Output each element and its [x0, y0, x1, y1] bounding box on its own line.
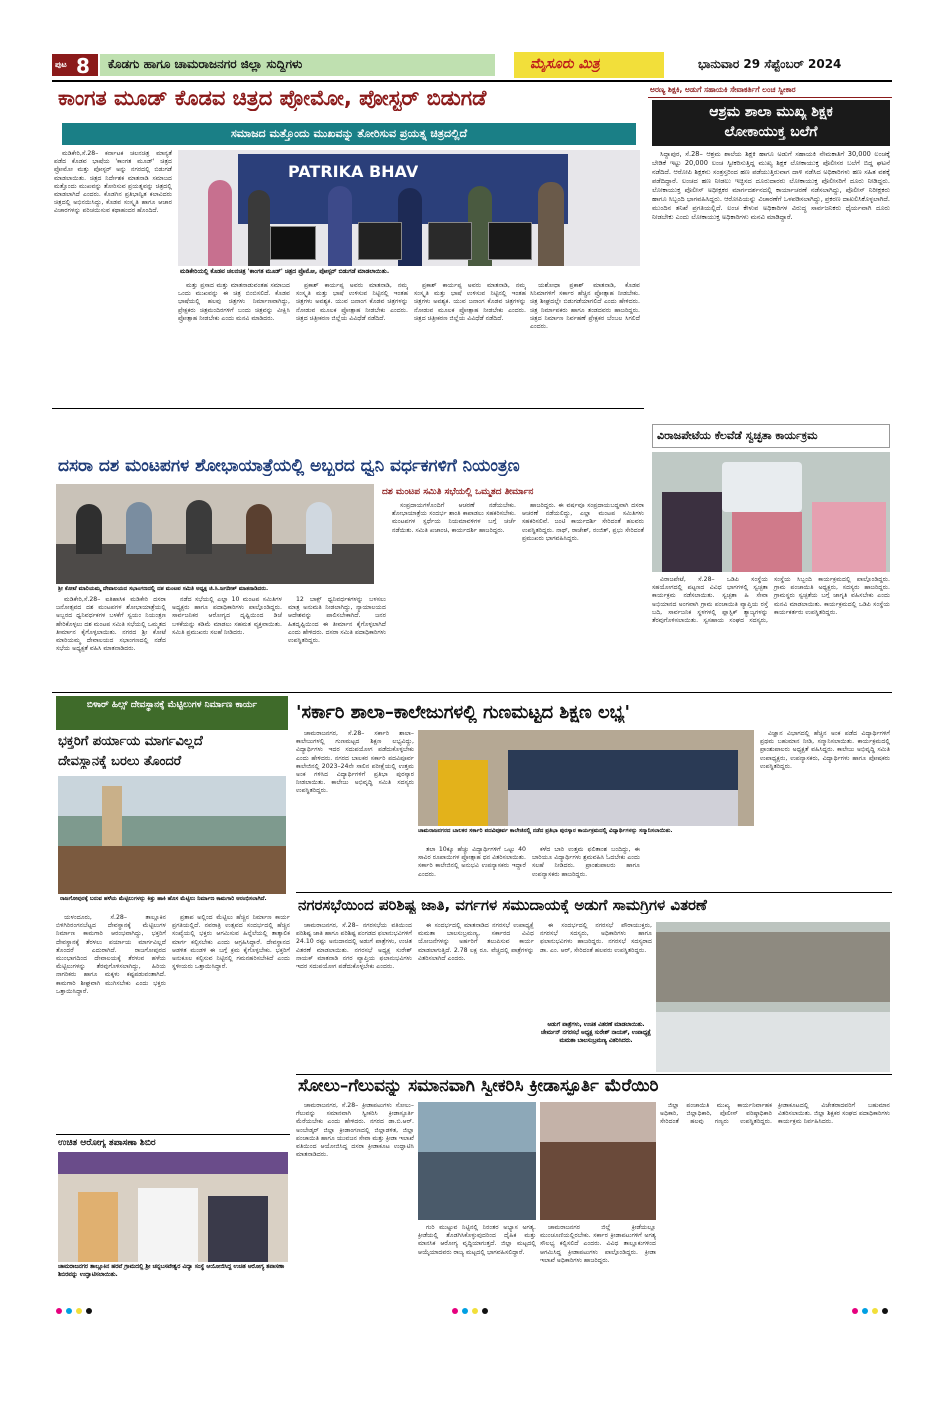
poster-2: [358, 222, 402, 260]
health-crowd-2: [138, 1188, 198, 1262]
dasara-col-1: [56, 596, 166, 688]
sports-col-1-text: ಚಾಮರಾಜನಗರ, ಸೆ.28– ಕ್ರೀಡಾಪಟುಗಳು ಸೋಲು–ಗೆಲುವನ್ನು ಸಮಾನವಾಗಿ ಸ್ವೀಕರಿಸಿ ಕ್ರೀಡಾಸ್ಫೂರ್ತಿ ಮೆರೆಯಬೇಕು ಎಂದು ಹೇಳಿದರು. ನಗರದ ಡಾ.ಬಿ.ಆರ್. ಅಂಬೇಡ್ಕರ್ ಜಿಲ್ಲಾ ಕ್ರೀಡಾಂಗಣದಲ್ಲಿ ಜಿಲ್ಲಾಡಳಿತ, ಜಿಲ್ಲಾ ಪಂಚಾಯಿತಿ ಹಾಗೂ ಯುವಜನ ಸೇವಾ ಮತ್ತು ಕ್ರೀಡಾ ಇಲಾಖೆ ವತಿಯಿಂದ ಆಯೋಜಿಸಿದ್ದ ದಸರಾ ಕ್ರೀಡಾಕೂಟ ಉದ್ಘಾಟಿಸಿ ಮಾತನಾಡಿದರು.: [296, 1102, 414, 1159]
masthead-tab: [514, 52, 664, 78]
ashrama-headline-2: ಲೋಕಾಯುಕ್ತ ಬಲೆಗೆ: [724, 124, 818, 140]
sports-col-2-text: ಗುರಿ ಮುಟ್ಟುವ ನಿಟ್ಟಿನಲ್ಲಿ ನಿರಂತರ ಅಭ್ಯಾಸ ಅಗತ್ಯ. ಕ್ರೀಡೆಯಲ್ಲಿ ತೊಡಗಿಸಿಕೊಳ್ಳುವುದರಿಂದ ದೈಹಿಕ ಮತ್ತು ಮಾನಸಿಕ ಆರೋಗ್ಯ ವೃದ್ಧಿಯಾಗುತ್ತದೆ. ಜಿಲ್ಲಾ ಮಟ್ಟದಲ್ಲಿ ಆಯ್ಕೆಯಾದವರು ರಾಜ್ಯ ಮಟ್ಟದಲ್ಲಿ ಭಾಗವಹಿಸಲಿದ್ದಾರೆ.: [418, 1224, 536, 1256]
virajpet-group-1: [662, 492, 722, 572]
masthead: ಮೈಸೂರು ಮಿತ್ರ: [530, 56, 600, 72]
dot: [452, 1308, 458, 1314]
dasara-p3: [186, 500, 212, 554]
school-col-2-text: ತಲಾ 10ಕ್ಕೂ ಹೆಚ್ಚು ವಿದ್ಯಾರ್ಥಿಗಳಿಗೆ ಒಟ್ಟು 40 ಸಾವಿರ ರೂಪಾಯಿಗಳ ಪ್ರೋತ್ಸಾಹ ಧನ ವಿತರಿಸಲಾಯಿತು. ಸರ್ಕಾರಿ ಕಾಲೇಜಿನಲ್ಲಿ ಅನುಭವಿ ಉಪನ್ಯಾಸಕರು ಇದ್ದಾರೆ ಎಂದರು.: [418, 846, 526, 878]
dot: [482, 1308, 488, 1314]
bilar-sky: [58, 776, 286, 816]
virajpet-photo: [652, 452, 890, 572]
dasara-col-5-text: ಹಾಜರಿದ್ದರು. ಈ ವರ್ಷವೂ ಸಂಪ್ರದಾಯಬದ್ಧವಾಗಿ ದಸರಾ ಆಚರಣೆ ನಡೆಯಲಿದ್ದು, ಎಲ್ಲಾ ಮಂಟಪ ಸಮಿತಿಗಳು ಸಹಕರಿಸಲಿವೆ. ಜಂಟಿ ಕಾರ್ಯದರ್ಶಿ ಸೇರಿದಂತೆ ಹಲವರು ಉಪಸ್ಥಿತರಿದ್ದರು. ನಾಥ್, ರಾಜೇಶ್, ರಂಜಿತ್, ಪ್ರಭು ಸೇರಿದಂತೆ ಪ್ರಮುಖರು ಭಾಗವಹಿಸಿದ್ದರು.: [522, 502, 644, 542]
health-caption: ಚಾಮರಾಜನಗರ ತಾಲ್ಲೂಕಿನ ಹರವೆ ಗ್ರಾಮದಲ್ಲಿ ಶ್ರೀ ಚನ್ನಬಸವೇಶ್ವರ ವಿದ್ಯಾ ಸಂಸ್ಥೆ ಆಯೋಜಿಸಿದ್ದ ಉಚಿತ ಆರೋಗ್ಯ ತಪಾಸಣಾ ಶಿಬಿರವನ್ನು ಉದ್ಘಾಟಿಸಲಾಯಿತು.: [58, 1264, 285, 1278]
film-body-col-3: [296, 282, 408, 402]
film-photo-caption: ಮಡಿಕೇರಿಯಲ್ಲಿ ಕೊಡವ ಚಲನಚಿತ್ರ 'ಕಾಂಗತ ಮೂಡ್' ಚಿತ್ರದ ಪ್ರೊಮೋ, ಪೋಸ್ಟರ್ ಬಿಡುಗಡೆ ಮಾಡಲಾಯಿತು.: [180, 268, 390, 275]
sports-col-4: [660, 1102, 890, 1302]
virajpet-group-2: [732, 512, 802, 572]
page-number-box: [52, 54, 98, 76]
school-col-3-text: ಕಳೆದ ಬಾರಿ ಉತ್ತಮ ಫಲಿತಾಂಶ ಬಂದಿದ್ದು, ಈ ಬಾರಿಯೂ ವಿದ್ಯಾರ್ಥಿಗಳು ಶ್ರಮವಹಿಸಿ ಓದಬೇಕು ಎಂದು ಸಲಹೆ ನೀಡಿದರು. ಪ್ರಾಂಶುಪಾಲರು ಹಾಗೂ ಉಪನ್ಯಾಸಕರು ಹಾಜರಿದ್ದರು.: [532, 846, 640, 878]
dasara-col-2: [172, 596, 282, 688]
page-header: [52, 52, 892, 78]
mid-rule-3: [296, 1074, 892, 1075]
person-3: [328, 186, 352, 266]
dot: [872, 1308, 878, 1314]
film-photo: [178, 150, 640, 266]
dot: [86, 1308, 92, 1314]
sports-photo-1: [418, 1102, 536, 1220]
film-col-3-text: ಪ್ರಕಾಶ್ ಕಾರ್ಯಪ್ಪ ಅವರು ಮಾತನಾಡಿ, ನಮ್ಮ ಸಂಸ್ಕೃತಿ ಮತ್ತು ಭಾಷೆ ಉಳಿಸುವ ನಿಟ್ಟಿನಲ್ಲಿ ಇಂತಹ ಚಿತ್ರಗಳು ಅವಶ್ಯಕ. ಯುವ ಜನಾಂಗ ಕೊಡವ ಚಿತ್ರಗಳನ್ನು ನೋಡುವ ಮೂಲಕ ಪ್ರೋತ್ಸಾಹ ನೀಡಬೇಕು ಎಂದರು. ಚಿತ್ರದ ಚಿತ್ರೀಕರಣ ಜಿಲ್ಲೆಯ ವಿವಿಧೆಡೆ ನಡೆದಿದೆ.: [296, 282, 408, 322]
film-col-4-text: ಯಶೋಧಾ ಪ್ರಕಾಶ್ ಮಾತನಾಡಿ, ಕೊಡವ ಸಿನಿಮಾಗಳಿಗೆ ಸರ್ಕಾರ ಹೆಚ್ಚಿನ ಪ್ರೋತ್ಸಾಹ ನೀಡಬೇಕು. ಚಿತ್ರ ಶೀಘ್ರದಲ್ಲೇ ಬಿಡುಗಡೆಯಾಗಲಿದೆ ಎಂದು ಹೇಳಿದರು. ಚಿತ್ರ ನಿರ್ಮಾಪಕರು ಹಾಗೂ ತಂಡದವರು ಹಾಜರಿದ್ದರು. ಚಿತ್ರದ ನಿರ್ಮಾಣ ನಿರ್ವಹಣೆ ಪ್ರೇಕ್ಷಕರ ಬೆಂಬಲ ಸಿಗಲಿದೆ ಎಂದರು.: [530, 282, 640, 331]
dasara-top-rule: [52, 408, 644, 409]
dasara-col-1-text: ಮಡಿಕೇರಿ,ಸೆ.28– ಐತಿಹಾಸಿಕ ಮಡಿಕೇರಿ ದಸರಾ ಜನೋತ್ಸವದ ದಶ ಮಂಟಪಗಳ ಶೋಭಾಯಾತ್ರೆಯಲ್ಲಿ ಅಬ್ಬರದ ಧ್ವನಿವರ್ಧಕಗಳ ಬಳಕೆಗೆ ಸ್ವಯಂ ನಿಯಂತ್ರಣ ಹೇರಿಕೊಳ್ಳಲು ದಶ ಮಂಟಪ ಸಮಿತಿ ಸಭೆಯಲ್ಲಿ ಒಮ್ಮತದ ತೀರ್ಮಾನ ಕೈಗೊಳ್ಳಲಾಯಿತು. ನಗರದ ಶ್ರೀ ಕೋಟೆ ಮಾರಿಯಮ್ಮ ದೇವಾಲಯದ ಸಭಾಂಗಣದಲ್ಲಿ ನಡೆದ ಸಭೆಯ ಅಧ್ಯಕ್ಷತೆ ವಹಿಸಿ ಮಾತನಾಡಿದರು.: [56, 596, 166, 653]
mid-rule-1: [52, 692, 892, 693]
film-body-col-4: [414, 282, 526, 402]
ashrama-body: [652, 150, 890, 420]
sports-photo-2-people: [540, 1142, 656, 1220]
dot: [882, 1308, 888, 1314]
school-col-4: [760, 730, 890, 890]
sports-photo-2: [540, 1102, 656, 1220]
dot: [472, 1308, 478, 1314]
ashrama-headline-1: ಆಶ್ರಮ ಶಾಲಾ ಮುಖ್ಯ ಶಿಕ್ಷಕ: [709, 104, 833, 120]
page-number: 8: [76, 54, 90, 78]
nagarasabhe-caption: ಅಡುಗೆ ಪಾತ್ರೆಗಳು, ಉಚಿತ ವಿತರಣೆ ಮಾಡಲಾಯಿತು. ಚೇರ್ಮನ್‌ ನಗರಸಭೆ ಅಧ್ಯಕ್ಷ ಸುರೇಶ್ ನಾಯಕ್, ಉಪಾಧ್ಯಕ್ಷೆ ಮಮತಾ ಬಾಲಸುಬ್ರಮಣ್ಯ ವಿತರಿಸಿದರು.: [540, 1022, 652, 1044]
school-caption: ಚಾಮರಾಜನಗರದ ಬಾಲಕರ ಸರ್ಕಾರಿ ಪದವಿಪೂರ್ವ ಕಾಲೇಜಿನಲ್ಲಿ ನಡೆದ ಪ್ರತಿಭಾ ಪುರಸ್ಕಾರ ಕಾರ್ಯಕ್ರಮದಲ್ಲಿ ವಿದ್ಯಾರ್ಥಿಗಳನ್ನು ಸನ್ಮಾನಿಸಲಾಯಿತು.: [418, 828, 673, 834]
section-tab: [100, 54, 495, 76]
film-body-col-1: [54, 150, 172, 402]
nagarasabhe-col-2: [418, 922, 534, 1072]
school-col-4-text: ವಿಜ್ಞಾನ ವಿಭಾಗದಲ್ಲಿ ಹೆಚ್ಚಿನ ಅಂಕ ಪಡೆದ ವಿದ್ಯಾರ್ಥಿಗಳಿಗೆ ಪ್ರಥಮ ಬಹುಮಾನ ನೀಡಿ, ಸನ್ಮಾನಿಸಲಾಯಿತು. ಕಾರ್ಯಕ್ರಮದಲ್ಲಿ ಪ್ರಾಂಶುಪಾಲರು ಅಧ್ಯಕ್ಷತೆ ವಹಿಸಿದ್ದರು. ಕಾಲೇಜು ಅಭಿವೃದ್ಧಿ ಸಮಿತಿ ಉಪಾಧ್ಯಕ್ಷರು, ಉಪನ್ಯಾಸಕರು, ವಿದ್ಯಾರ್ಥಿಗಳು ಹಾಗೂ ಪೋಷಕರು ಉಪಸ್ಥಿತರಿದ್ದರು.: [760, 730, 890, 770]
nagarasabhe-headline: ನಗರಸಭೆಯಿಂದ ಪರಿಶಿಷ್ಟ ಜಾತಿ, ವರ್ಗಗಳ ಸಮುದಾಯಕ್ಕೆ ಅಡುಗೆ ಸಾಮಗ್ರಿಗಳ ವಿತರಣೆ: [298, 896, 707, 914]
virajpet-body: [652, 576, 890, 688]
bilar-body-2: [172, 914, 290, 1132]
bilar-body-1: [56, 914, 166, 1132]
dasara-p2: [126, 502, 152, 554]
dot: [66, 1308, 72, 1314]
section-title: ಕೊಡಗು ಹಾಗೂ ಚಾಮರಾಜನಗರ ಜಿಲ್ಲಾ ಸುದ್ದಿಗಳು: [108, 57, 303, 71]
film-col-2-text: ಮತ್ತು ಪ್ರಸಾದ ಮತ್ತು ಮಾತನಾಡುವಂತಹ ಸಮಾಜದ ಒಂದು ಮುಖವನ್ನು ಈ ಚಿತ್ರ ಬಿಂಬಿಸಲಿದೆ. ಕೊಡವ ಭಾಷೆಯಲ್ಲಿ ಹಲವು ಚಿತ್ರಗಳು ನಿರ್ಮಾಣವಾಗಿದ್ದು, ಪ್ರೇಕ್ಷಕರು ಚಿತ್ರಮಂದಿರಗಳಿಗೆ ಬಂದು ಚಿತ್ರವನ್ನು ವೀಕ್ಷಿಸಿ ಪ್ರೋತ್ಸಾಹ ನೀಡಬೇಕು ಎಂದು ಮನವಿ ಮಾಡಿದರು.: [178, 282, 290, 322]
nagarasabhe-photo: [656, 922, 890, 1072]
film-body-col-6: [530, 282, 640, 402]
health-headline: ಉಚಿತ ಆರೋಗ್ಯ ತಪಾಸಣಾ ಶಿಬಿರ: [58, 1138, 156, 1148]
poster-4: [488, 222, 532, 260]
bilar-body-1-text: ಯಳಂದೂರು, ಸೆ.28– ತಾಲ್ಲೂಕಿನ ಬಿಳಿಗಿರಿರಂಗನಬೆಟ್ಟದ ದೇವಸ್ಥಾನಕ್ಕೆ ಮೆಟ್ಟಿಲುಗಳ ನಿರ್ಮಾಣ ಕಾಮಗಾರಿ ಆರಂಭವಾಗಿದ್ದು, ಭಕ್ತರಿಗೆ ದೇವಸ್ಥಾನಕ್ಕೆ ತೆರಳಲು ಪರ್ಯಾಯ ಮಾರ್ಗವಿಲ್ಲದೆ ತೊಂದರೆ ಎದುರಾಗಿದೆ. ರಾಜಗೋಪುರದ ಮುಂಭಾಗದಿಂದ ದೇವಾಲಯಕ್ಕೆ ತೆರಳುವ ಹಳೆಯ ಮೆಟ್ಟಿಲುಗಳನ್ನು ತೆರವುಗೊಳಿಸಲಾಗಿದ್ದು, ಹಿರಿಯ ನಾಗರಿಕರು ಹಾಗೂ ಮಕ್ಕಳು ಕಷ್ಟಪಡುವಂತಾಗಿದೆ. ಕಾಮಗಾರಿ ಶೀಘ್ರವಾಗಿ ಮುಗಿಸಬೇಕು ಎಂದು ಭಕ್ತರು ಒತ್ತಾಯಿಸಿದ್ದಾರೆ.: [56, 914, 166, 995]
dasara-subheadline: ದಶ ಮಂಟಪ ಸಮಿತಿ ಸಭೆಯಲ್ಲಿ ಒಮ್ಮತದ ತೀರ್ಮಾನ: [382, 487, 534, 497]
virajpet-group-3: [812, 502, 886, 572]
nagarasabhe-col-2-text: ಈ ಸಂದರ್ಭದಲ್ಲಿ ಮಾತನಾಡಿದ ನಗರಸಭೆ ಉಪಾಧ್ಯಕ್ಷೆ ಮಮತಾ ಬಾಲಸುಬ್ರಮಣ್ಯ, ಸರ್ಕಾರದ ವಿವಿಧ ಯೋಜನೆಗಳನ್ನು ಅರ್ಹರಿಗೆ ತಲುಪಿಸುವ ಕಾರ್ಯ ಮಾಡಲಾಗುತ್ತಿದೆ. 2.78 ಲಕ್ಷ ರೂ. ವೆಚ್ಚದಲ್ಲಿ ಪಾತ್ರೆಗಳನ್ನು ವಿತರಿಸಲಾಗಿದೆ ಎಂದರು.: [418, 922, 534, 962]
sports-col-2: [418, 1224, 536, 1302]
school-col-3: [532, 846, 640, 890]
dasara-subheadline-box: [380, 486, 644, 500]
dasara-col-5: [522, 502, 644, 688]
dasara-p5: [306, 502, 332, 554]
school-podium: [438, 760, 488, 826]
film-col-3b-text: ಪ್ರಕಾಶ್ ಕಾರ್ಯಪ್ಪ ಅವರು ಮಾತನಾಡಿ, ನಮ್ಮ ಸಂಸ್ಕೃತಿ ಮತ್ತು ಭಾಷೆ ಉಳಿಸುವ ನಿಟ್ಟಿನಲ್ಲಿ ಇಂತಹ ಚಿತ್ರಗಳು ಅವಶ್ಯಕ. ಯುವ ಜನಾಂಗ ಕೊಡವ ಚಿತ್ರಗಳನ್ನು ನೋಡುವ ಮೂಲಕ ಪ್ರೋತ್ಸಾಹ ನೀಡಬೇಕು ಎಂದರು. ಚಿತ್ರದ ಚಿತ್ರೀಕರಣ ಜಿಲ್ಲೆಯ ವಿವಿಧೆಡೆ ನಡೆದಿದೆ.: [414, 282, 526, 322]
sports-col-3: [540, 1224, 656, 1302]
bilar-headline-2: ದೇವಸ್ಥಾನಕ್ಕೆ ಬರಲು ತೊಂದರೆ: [58, 754, 182, 769]
dot: [462, 1308, 468, 1314]
nagarasabhe-pots: [656, 1012, 890, 1072]
film-body-col-2: [178, 282, 290, 402]
bilar-soil: [58, 846, 286, 894]
dasara-caption: ಶ್ರೀ ಕೋಟೆ ಮಾರಿಯಮ್ಮ ದೇವಾಲಯದ ಸಭಾಂಗಣದಲ್ಲಿ ದಶ ಮಂಟಪ ಸಮಿತಿ ಅಧ್ಯಕ್ಷ ಜಿ.ಸಿ.ಜಗದೀಶ್ ಮಾತನಾಡಿದರು.: [58, 586, 269, 592]
sports-photo-1-people: [418, 1152, 536, 1220]
dasara-headline: ದಸರಾ ದಶ ಮಂಟಪಗಳ ಶೋಭಾಯಾತ್ರೆಯಲ್ಲಿ ಅಬ್ಬರದ ಧ್ವನಿ ವರ್ಧಕಗಳಿಗೆ ನಿಯಂತ್ರಣ: [58, 456, 520, 476]
dasara-col-3-text: 12 ಬಾಕ್ಸ್ ಧ್ವನಿವರ್ಧಕಗಳನ್ನು ಬಳಸಲು ಮಾತ್ರ ಅನುಮತಿ ನೀಡಲಾಗಿದ್ದು, ನ್ಯಾಯಾಲಯದ ಆದೇಶವನ್ನು ಪಾಲಿಸಬೇಕಾಗಿದೆ. ಜನರ ಹಿತದೃಷ್ಟಿಯಿಂದ ಈ ತೀರ್ಮಾನ ಕೈಗೊಳ್ಳಲಾಗಿದೆ ಎಂದು ಹೇಳಿದರು. ದಸರಾ ಸಮಿತಿ ಪದಾಧಿಕಾರಿಗಳು ಉಪಸ್ಥಿತರಿದ್ದರು.: [288, 596, 386, 645]
virajpet-body-text: ವಿರಾಜಪೇಟೆ, ಸೆ.28– ಒಡಿಪಿ ಸಂಸ್ಥೆಯ ಸಹಯೋಗದಲ್ಲಿ ಪಟ್ಟಣದ ವಿವಿಧ ಭಾಗಗಳಲ್ಲಿ ಸ್ವಚ್ಛತಾ ಕಾರ್ಯಕ್ರಮ ನಡೆಸಲಾಯಿತು. ಸ್ವಚ್ಛತಾ ಹಿ ಸೇವಾ ಅಭಿಯಾನದ ಅಂಗವಾಗಿ ಗ್ರಾಮ ಪಂಚಾಯಿತಿ ವ್ಯಾಪ್ತಿಯ ರಸ್ತೆ ಬದಿ, ಸಾರ್ವಜನಿಕ ಸ್ಥಳಗಳಲ್ಲಿ ಪ್ಲಾಸ್ಟಿಕ್ ತ್ಯಾಜ್ಯಗಳನ್ನು ತೆರವುಗೊಳಿಸಲಾಯಿತು. ಸ್ವಸಹಾಯ ಸಂಘದ ಸದಸ್ಯರು, ಸಂಸ್ಥೆಯ ಸಿಬ್ಬಂದಿ ಕಾರ್ಯಕ್ರಮದಲ್ಲಿ ಪಾಲ್ಗೊಂಡಿದ್ದರು. ಗ್ರಾಮ ಪಂಚಾಯಿತಿ ಅಧ್ಯಕ್ಷರು, ಸದಸ್ಯರು ಹಾಜರಿದ್ದರು. ಗ್ರಾಮಸ್ಥರು ಸ್ವಚ್ಛತೆಯ ಬಗ್ಗೆ ಜಾಗೃತಿ ವಹಿಸಬೇಕು ಎಂದು ಮನವಿ ಮಾಡಲಾಯಿತು. ಕಾರ್ಯಕ್ರಮದಲ್ಲಿ ಒಡಿಪಿ ಸಂಸ್ಥೆಯ ಕಾರ್ಯಕರ್ತರು ಉಪಸ್ಥಿತರಿದ್ದರು.: [652, 576, 890, 625]
nagarasabhe-people: [656, 932, 890, 1002]
nagarasabhe-col-1: [296, 922, 412, 1072]
dasara-photo: [56, 484, 374, 584]
health-crowd-3: [208, 1196, 268, 1262]
ashrama-kicker: ಅರಣ್ಯ ಶಿಕ್ಷಕಿ, ಅಡುಗೆ ಸಹಾಯಕಿ ಸೇವಾಕರ್ತಿಗೆ ಲಂಚ ಸ್ವೀಕಾರ: [650, 85, 796, 94]
nagarasabhe-col-3: [540, 922, 652, 1020]
ashrama-headline-box: [652, 100, 890, 146]
bilar-body-2-text: ಪ್ರತಾಪ ಅಲ್ಲಿಂದ ಮೆಟ್ಟಿಲು ಹೆಚ್ಚಿನ ನಿರ್ಮಾಣ ಕಾರ್ಯ ಪ್ರಗತಿಯಲ್ಲಿದೆ. ನವರಾತ್ರಿ ಉತ್ಸವದ ಸಂದರ್ಭದಲ್ಲಿ ಹೆಚ್ಚಿನ ಸಂಖ್ಯೆಯಲ್ಲಿ ಭಕ್ತರು ಆಗಮಿಸುವ ಹಿನ್ನೆಲೆಯಲ್ಲಿ ತಾತ್ಕಾಲಿಕ ಮಾರ್ಗ ಕಲ್ಪಿಸಬೇಕು ಎಂದು ಆಗ್ರಹಿಸಿದ್ದಾರೆ. ದೇವಸ್ಥಾನದ ಆಡಳಿತ ಮಂಡಳಿ ಈ ಬಗ್ಗೆ ಕ್ರಮ ಕೈಗೊಳ್ಳಬೇಕು. ಭಕ್ತರಿಗೆ ಅನುಕೂಲ ಕಲ್ಪಿಸುವ ನಿಟ್ಟಿನಲ್ಲಿ ಗಮನಹರಿಸಬೇಕಿದೆ ಎಂದು ಸ್ಥಳೀಯರು ಒತ್ತಾಯಿಸಿದ್ದಾರೆ.: [172, 914, 290, 971]
ashrama-kicker-box: [648, 84, 892, 98]
dot: [56, 1308, 62, 1314]
health-photo: [58, 1152, 288, 1262]
person-2: [248, 190, 270, 266]
poster-3: [428, 222, 472, 260]
bilar-kicker-box: [56, 696, 288, 730]
school-headline: 'ಸರ್ಕಾರಿ ಶಾಲಾ–ಕಾಲೇಜುಗಳಲ್ಲಿ ಗುಣಮಟ್ಟದ ಶಿಕ್ಷಣ ಲಭ್ಯ': [296, 702, 630, 723]
person-1: [208, 180, 232, 266]
film-col-1-text: ಮಡಿಕೇರಿ,ಸೆ.28– ಕರ್ನಾಟಕ ಚಲನಚಿತ್ರ ಮಾನ್ಯತೆ ಪಡೆದ ಕೊಡವ ಭಾಷೆಯ 'ಕಾಂಗತ ಮೂಡ್' ಚಿತ್ರದ ಪ್ರೋಮೋ ಮತ್ತು ಪೋಸ್ಟರ್ ಅನ್ನು ನಗರದಲ್ಲಿ ಬಿಡುಗಡೆ ಮಾಡಲಾಯಿತು. ಚಿತ್ರದ ನಿರ್ದೇಶಕ ಮಾತನಾಡಿ ಸಮಾಜದ ಮತ್ತೊಂದು ಮುಖವನ್ನು ತೋರಿಸುವ ಪ್ರಯತ್ನವನ್ನು ಚಿತ್ರದಲ್ಲಿ ಮಾಡಲಾಗಿದೆ ಎಂದರು. ಕೊಡಗಿನ ಪ್ರತಿಭಾನ್ವಿತ ಕಲಾವಿದರು ಚಿತ್ರದಲ್ಲಿ ಅಭಿನಯಿಸಿದ್ದು, ಕೊಡವ ಸಂಸ್ಕೃತಿ ಹಾಗೂ ಆಚಾರ ವಿಚಾರಗಳನ್ನು ಪರಿಚಯಿಸುವ ಕಥಾಹಂದರ ಹೊಂದಿದೆ.: [54, 150, 172, 215]
dasara-col-4-text: ಸಂಪ್ರದಾಯಗಳೊಂದಿಗೆ ಆಚರಣೆ ನಡೆಯಬೇಕು. ಶೋಭಾಯಾತ್ರೆಯ ಸಂದರ್ಭ ಶಾಂತಿ ಕಾಪಾಡಲು ಸಹಕರಿಸಬೇಕು. ಮಂಟಪಗಳ ಸ್ಪರ್ಧೆಯ ನಿಯಮಾವಳಿಗಳ ಬಗ್ಗೆ ಚರ್ಚೆ ನಡೆಯಿತು. ಸಮಿತಿ ಖಜಾಂಚಿ, ಕಾರ್ಯದರ್ಶಿ ಹಾಜರಿದ್ದರು.: [392, 502, 516, 534]
film-banner-text: PATRIKA BHAV: [288, 162, 419, 181]
bilar-headline-1: ಭಕ್ತರಿಗೆ ಪರ್ಯಾಯ ಮಾರ್ಗವಿಲ್ಲದೆ: [58, 734, 203, 749]
film-subheadline-box: [62, 123, 636, 145]
school-col-1-text: ಚಾಮರಾಜನಗರ, ಸೆ.28– ಸರ್ಕಾರಿ ಶಾಲಾ–ಕಾಲೇಜುಗಳಲ್ಲಿ ಗುಣಮಟ್ಟದ ಶಿಕ್ಷಣ ಲಭ್ಯವಿದ್ದು, ವಿದ್ಯಾರ್ಥಿಗಳು ಇದರ ಸದುಪಯೋಗ ಪಡೆದುಕೊಳ್ಳಬೇಕು ಎಂದು ಹೇಳಿದರು. ನಗರದ ಬಾಲಕರ ಸರ್ಕಾರಿ ಪದವಿಪೂರ್ವ ಕಾಲೇಜಿನಲ್ಲಿ 2023–24ನೇ ಸಾಲಿನ ಪರೀಕ್ಷೆಯಲ್ಲಿ ಉತ್ತಮ ಅಂಕ ಗಳಿಸಿದ ವಿದ್ಯಾರ್ಥಿಗಳಿಗೆ ಪ್ರತಿಭಾ ಪುರಸ್ಕಾರ ನೀಡಲಾಯಿತು. ಕಾಲೇಜು ಅಭಿವೃದ್ಧಿ ಸಮಿತಿ ಸದಸ್ಯರು ಉಪಸ್ಥಿತರಿದ್ದರು.: [296, 730, 414, 795]
dasara-p4: [246, 504, 272, 554]
page-label: ಪುಟ: [55, 60, 67, 69]
header-rule: [52, 80, 892, 82]
bilar-photo: [58, 776, 286, 894]
bilar-caption: ರಾಜಗೋಪುರಕ್ಕೆ ಬರುವ ಹಳೆಯ ಮೆಟ್ಟಿಲುಗಳನ್ನು ಕಿತ್ತು ಹಾಕಿ ಹೊಸ ಮೆಟ್ಟಿಲು ನಿರ್ಮಾಣ ಕಾಮಗಾರಿ ಆರಂಭಿಸಲಾಗಿದೆ.: [60, 896, 267, 902]
dasara-col-2-text: ನಡೆದ ಸಭೆಯಲ್ಲಿ ಎಲ್ಲಾ 10 ಮಂಟಪ ಸಮಿತಿಗಳ ಅಧ್ಯಕ್ಷರು ಹಾಗೂ ಪದಾಧಿಕಾರಿಗಳು ಪಾಲ್ಗೊಂಡಿದ್ದರು. ಸಾರ್ವಜನಿಕರ ಆರೋಗ್ಯದ ದೃಷ್ಟಿಯಿಂದ ಡಿಜೆ ಬಳಕೆಯನ್ನು ಕಡಿಮೆ ಮಾಡಲು ಸಹಮತ ವ್ಯಕ್ತವಾಯಿತು. ಸಮಿತಿ ಪ್ರಮುಖರು ಸಲಹೆ ನೀಡಿದರು.: [172, 596, 282, 636]
bilar-tower: [102, 786, 122, 846]
ashrama-body-text: ಸಿದ್ದಾಪುರ, ಸೆ.28– ಆಶ್ರಮ ಶಾಲೆಯ ಶಿಕ್ಷಕಿ ಹಾಗೂ ಅಡುಗೆ ಸಹಾಯಕಿ ನೇಮಕಾತಿಗೆ 30,000 ಲಂಚಕ್ಕೆ ಬೇಡಿಕೆ ಇಟ್ಟು 20,000 ಲಂಚ ಸ್ವೀಕರಿಸುತ್ತಿದ್ದ ಮುಖ್ಯ ಶಿಕ್ಷಕ ಲೋಕಾಯುಕ್ತ ಪೊಲೀಸರ ಬಲೆಗೆ ಬಿದ್ದ ಘಟನೆ ನಡೆದಿದೆ. ಆರೋಪಿ ಶಿಕ್ಷಕನು ಸಂತ್ರಸ್ತರಿಂದ ಹಣ ಪಡೆಯುತ್ತಿರುವಾಗ ದಾಳಿ ನಡೆಸಿದ ಅಧಿಕಾರಿಗಳು ಹಣ ಸಹಿತ ವಶಕ್ಕೆ ಪಡೆದಿದ್ದಾರೆ. ಲಂಚದ ಹಣ ನೀಡಲು ಇಚ್ಛಿಸದ ದೂರುದಾರರು ಲೋಕಾಯುಕ್ತ ಪೊಲೀಸರಿಗೆ ದೂರು ನೀಡಿದ್ದರು. ಲೋಕಾಯುಕ್ತ ಪೊಲೀಸ್ ಅಧೀಕ್ಷಕರ ಮಾರ್ಗದರ್ಶನದಲ್ಲಿ ಕಾರ್ಯಾಚರಣೆ ನಡೆಸಲಾಗಿದ್ದು, ಪೊಲೀಸ್ ನಿರೀಕ್ಷಕರು ಹಾಗೂ ಸಿಬ್ಬಂದಿ ಭಾಗವಹಿಸಿದ್ದರು. ಆರೋಪಿಯನ್ನು ವಿಚಾರಣೆಗೆ ಒಳಪಡಿಸಲಾಗಿದ್ದು, ಪ್ರಕರಣ ದಾಖಲಿಸಿಕೊಳ್ಳಲಾಗಿದೆ. ಮುಂದಿನ ತನಿಖೆ ಪ್ರಗತಿಯಲ್ಲಿದೆ. ಲಂಚ ಕೇಳುವ ಅಧಿಕಾರಿಗಳ ವಿರುದ್ಧ ಸಾರ್ವಜನಿಕರು ಧೈರ್ಯವಾಗಿ ದೂರು ನೀಡಬೇಕು ಎಂದು ಲೋಕಾಯುಕ್ತ ಅಧಿಕಾರಿಗಳು ಮನವಿ ಮಾಡಿದ್ದಾರೆ.: [652, 150, 890, 221]
school-col-2: [418, 846, 526, 890]
nagarasabhe-col-3-text: ಈ ಸಂದರ್ಭದಲ್ಲಿ ನಗರಸಭೆ ಪೌರಾಯುಕ್ತರು, ನಗರಸಭೆ ಸದಸ್ಯರು, ಅಧಿಕಾರಿಗಳು ಹಾಗೂ ಫಲಾನುಭವಿಗಳು ಹಾಜರಿದ್ದರು. ನಗರಸಭೆ ಸದಸ್ಯರಾದ ಡಾ. ಎಂ. ಆರ್, ಸೇರಿದಂತೆ ಹಲವರು ಉಪಸ್ಥಿತರಿದ್ದರು.: [540, 922, 652, 954]
dot: [852, 1308, 858, 1314]
health-banner: [58, 1152, 288, 1174]
virajpet-headline: ವಿರಾಜಪೇಟೆಯ ಕೆಲವೆಡೆ ಸ್ವಚ್ಛತಾ ಕಾರ್ಯಕ್ರಮ: [657, 429, 818, 442]
bilar-kicker: ಬಿಳಾರ್ ಹಿಲ್ಸ್ ದೇವಸ್ಥಾನಕ್ಕೆ ಮೆಟ್ಟಿಲುಗಳ ನಿರ್ಮಾಣ ಕಾರ್ಯ: [86, 700, 258, 710]
school-photo: [418, 730, 754, 826]
school-row-2: [508, 790, 738, 826]
nagarasabhe-col-1-text: ಚಾಮರಾಜನಗರ, ಸೆ.28– ನಗರಸಭೆಯ ವತಿಯಿಂದ ಪರಿಶಿಷ್ಟ ಜಾತಿ ಹಾಗೂ ಪರಿಶಿಷ್ಟ ಪಂಗಡದ ಫಲಾನುಭವಿಗಳಿಗೆ 24.10 ರಷ್ಟು ಅನುದಾನದಲ್ಲಿ ಅಡುಗೆ ಪಾತ್ರೆಗಳು, ಉಚಿತ ವಿತರಣೆ ಮಾಡಲಾಯಿತು. ನಗರಸಭೆ ಅಧ್ಯಕ್ಷ ಸುರೇಶ್ ನಾಯಕ್ ಮಾತನಾಡಿ ನಗರ ವ್ಯಾಪ್ತಿಯ ಫಲಾನುಭವಿಗಳು ಇದರ ಸದುಪಯೋಗ ಪಡೆದುಕೊಳ್ಳಬೇಕು ಎಂದರು.: [296, 922, 412, 971]
film-headline: ಕಾಂಗತ ಮೂಡ್ ಕೊಡವ ಚಿತ್ರದ ಪ್ರೋಮೋ, ಪೋಸ್ಟರ್ ಬಿಡುಗಡೆ: [58, 86, 487, 110]
health-crowd-1: [78, 1192, 118, 1262]
dasara-p1: [76, 504, 102, 554]
sports-headline: ಸೋಲು–ಗೆಲುವನ್ನು ಸಮಾನವಾಗಿ ಸ್ವೀಕರಿಸಿ ಕ್ರೀಡಾಸ್ಫೂರ್ತಿ ಮೆರೆಯಿರಿ: [298, 1076, 659, 1096]
dot: [862, 1308, 868, 1314]
film-subheadline: ಸಮಾಜದ ಮತ್ತೊಂದು ಮುಖವನ್ನು ತೋರಿಸುವ ಪ್ರಯತ್ನ ಚಿತ್ರದಲ್ಲಿದೆ: [230, 127, 468, 140]
film-headline-box: [52, 84, 644, 120]
sports-col-1: [296, 1102, 414, 1302]
health-top-rule: [56, 1134, 290, 1135]
issue-date: ಭಾನುವಾರ 29 ಸೆಪ್ಟೆಂಬರ್ 2024: [698, 57, 842, 71]
dasara-col-4: [392, 502, 516, 688]
sports-col-4-text: ಜಿಲ್ಲಾ ಪಂಚಾಯಿತಿ ಮುಖ್ಯ ಕಾರ್ಯನಿರ್ವಾಹಕ ಅಧಿಕಾರಿ, ಜಿಲ್ಲಾಧಿಕಾರಿ, ಪೊಲೀಸ್ ವರಿಷ್ಠಾಧಿಕಾರಿ ಸೇರಿದಂತೆ ಹಲವು ಗಣ್ಯರು ಉಪಸ್ಥಿತರಿದ್ದರು. ಕ್ರೀಡಾಕೂಟದಲ್ಲಿ ವಿಜೇತರಾದವರಿಗೆ ಬಹುಮಾನ ವಿತರಿಸಲಾಯಿತು. ಜಿಲ್ಲಾ ಶಿಕ್ಷಕರ ಸಂಘದ ಪದಾಧಿಕಾರಿಗಳು ಕಾರ್ಯಕ್ರಮ ನಿರ್ವಹಿಸಿದರು.: [660, 1102, 890, 1126]
mid-rule-2: [296, 892, 892, 893]
virajpet-van: [722, 462, 802, 512]
dasara-col-3: [288, 596, 386, 688]
poster-1: [270, 226, 316, 260]
dot: [76, 1308, 82, 1314]
person-6: [538, 182, 564, 266]
school-col-1: [296, 730, 414, 890]
school-row-1: [508, 750, 738, 790]
sports-col-3-text: ಚಾಮರಾಜನಗರ ಜಿಲ್ಲೆ ಕ್ರೀಡೆಯಲ್ಲೂ ಮುಂಚೂಣಿಯಲ್ಲಿರಬೇಕು. ಸರ್ಕಾರ ಕ್ರೀಡಾಪಟುಗಳಿಗೆ ಅಗತ್ಯ ಸೌಲಭ್ಯ ಕಲ್ಪಿಸಲಿದೆ ಎಂದರು. ವಿವಿಧ ತಾಲ್ಲೂಕುಗಳಿಂದ ಆಗಮಿಸಿದ್ದ ಕ್ರೀಡಾಪಟುಗಳು ಪಾಲ್ಗೊಂಡಿದ್ದರು. ಕ್ರೀಡಾ ಇಲಾಖೆ ಅಧಿಕಾರಿಗಳು ಹಾಜರಿದ್ದರು.: [540, 1224, 656, 1264]
virajpet-headline-box: [652, 424, 890, 448]
